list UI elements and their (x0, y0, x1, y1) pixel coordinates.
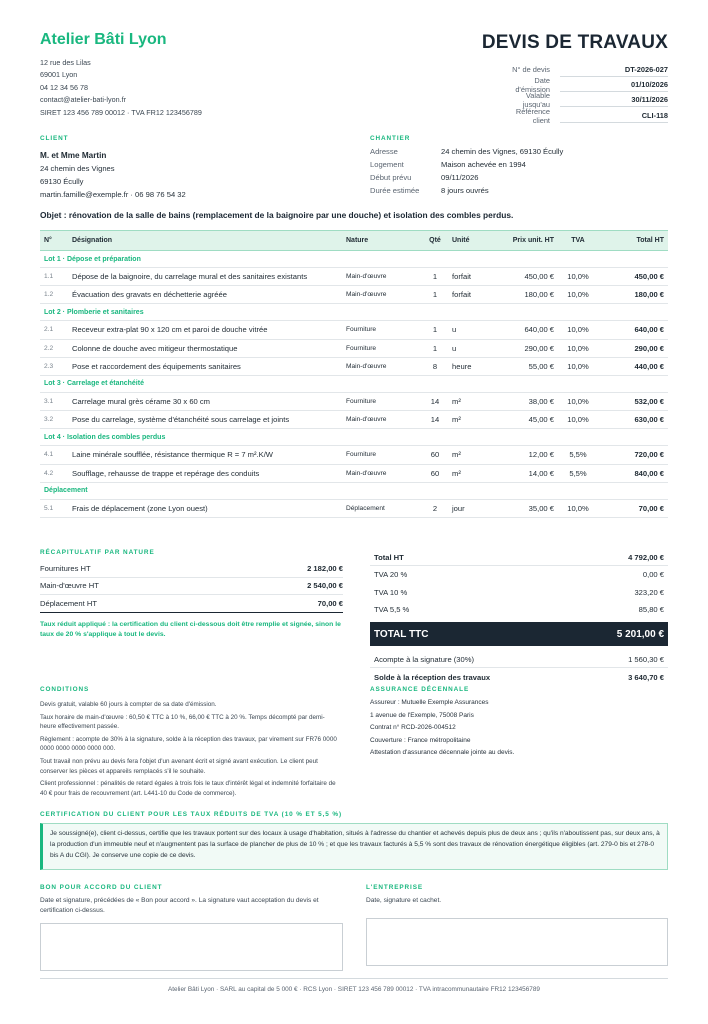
insurance-label: ASSURANCE DÉCENNALE (370, 686, 470, 693)
item-total: 70,00 € (598, 499, 668, 517)
item-unit-price: 290,00 € (498, 339, 558, 357)
item-description: Frais de déplacement (zone Lyon ouest) (68, 499, 342, 517)
item-nature: Main-d'œuvre (342, 286, 422, 304)
item-nature: Déplacement (342, 499, 422, 517)
condition-paragraph: Client professionnel : pénalités de retard égales à trois fois le taux d'intérêt légal et indemnité forfaitaire de 40 € pour frais de recouvrement (art. L441-10 du Code de commerce). (40, 780, 336, 797)
item-quantity: 2 (422, 499, 448, 517)
item-unit: jour (448, 499, 498, 517)
total-ttc-label: TOTAL TTC (374, 628, 429, 640)
totals-block (370, 549, 668, 686)
company-signature-field[interactable] (366, 918, 668, 966)
recap-key: Déplacement HT (40, 598, 97, 608)
client-label: CLIENT (40, 135, 69, 142)
item-quantity: 1 (422, 339, 448, 357)
item-description: Laine minérale soufflée, résistance thermique R = 7 m².K/W (68, 446, 342, 464)
total-ttc-value: 5 201,00 € (616, 628, 664, 640)
recap-value: 2 182,00 € (307, 563, 343, 573)
company-line: SIRET 123 456 789 00012 · TVA FR12 123456789 (40, 107, 202, 117)
payment-schedule (370, 651, 668, 686)
insurance-line: Assureur : Mutuelle Exemple Assurances (370, 699, 489, 706)
vat-row (370, 566, 668, 583)
company-address (40, 57, 202, 119)
item-number: 3.2 (40, 411, 68, 429)
item-quantity: 1 (422, 286, 448, 304)
item-quantity: 14 (422, 411, 448, 429)
site-value: 8 jours ouvrés (441, 186, 489, 195)
item-quantity: 60 (422, 446, 448, 464)
condition-paragraph: Règlement : acompte de 30% à la signature, solde à la réception des travaux, par virement sur FR76 0000 0000 0000 0000 0000 000. (40, 735, 337, 753)
site-label: CHANTIER (370, 135, 411, 142)
item-total: 840,00 € (598, 464, 668, 482)
item-vat: 10,0% (558, 357, 598, 375)
condition-paragraph: Devis gratuit, valable 60 jours à compter de sa date d'émission. (40, 701, 217, 708)
client-line: 69130 Écully (40, 177, 84, 186)
item-vat: 5,5% (558, 446, 598, 464)
lot-header-row (40, 482, 668, 499)
total-key: TVA 20 % (374, 570, 408, 580)
lot-title: Lot 1 · Dépose et préparation (40, 251, 668, 268)
company-signature-text: Date, signature et cachet. (366, 897, 442, 904)
total-ttc-bar (370, 622, 668, 646)
company-line: contact@atelier-bati-lyon.fr (40, 95, 126, 105)
recap-key: Main-d'œuvre HT (40, 581, 99, 591)
col-header: Désignation (68, 231, 342, 251)
site-value: Maison achevée en 1994 (441, 160, 526, 169)
meta-value: 30/11/2026 (560, 93, 668, 107)
col-header: TVA (558, 231, 598, 251)
item-description: Colonne de douche avec mitigeur thermostatique (68, 339, 342, 357)
site-key: Durée estimée (370, 186, 420, 195)
total-key: TVA 10 % (374, 587, 408, 597)
item-total: 532,00 € (598, 392, 668, 410)
item-quantity: 14 (422, 392, 448, 410)
item-quantity: 1 (422, 268, 448, 286)
table-row (40, 286, 668, 304)
quote-meta (498, 62, 668, 124)
item-unit-price: 35,00 € (498, 499, 558, 517)
site-row (370, 171, 670, 184)
item-unit-price: 450,00 € (498, 268, 558, 286)
recap-value: 2 540,00 € (307, 581, 343, 591)
item-description: Pose du carrelage, système d'étanchéité sous carrelage et joints (68, 411, 342, 429)
item-number: 4.1 (40, 446, 68, 464)
site-row (370, 184, 670, 197)
item-description: Évacuation des gravats en déchetterie agréée (68, 286, 342, 304)
site-row (370, 145, 670, 158)
site-value: 24 chemin des Vignes, 69130 Écully (441, 147, 564, 156)
site-value: 09/11/2026 (441, 173, 479, 182)
item-unit: m² (448, 446, 498, 464)
meta-label: Référence client (515, 106, 550, 125)
total-ht-row (370, 549, 668, 566)
table-row (40, 321, 668, 339)
item-unit-price: 180,00 € (498, 286, 558, 304)
company-line: 12 rue des Lilas (40, 58, 91, 67)
item-vat: 10,0% (558, 268, 598, 286)
condition-paragraph: Tout travail non prévu au devis fera l'objet d'un avenant écrit et signé avant exécution. Le client peut conserver les pièces et appareils remplacés s'il le souhaite. (40, 757, 318, 775)
insurance-lines (370, 697, 668, 760)
item-number: 2.3 (40, 357, 68, 375)
company-line: 69001 Lyon (40, 70, 78, 80)
item-vat: 5,5% (558, 464, 598, 482)
condition-paragraph: Taux horaire de main-d'œuvre : 60,50 € TTC à 10 %, 66,00 € TTC à 20 %. Temps décompté par demi-heure effectivement passée. (40, 713, 325, 731)
col-header: Nature (342, 231, 422, 251)
item-unit: forfait (448, 268, 498, 286)
total-value: 4 792,00 € (628, 552, 664, 562)
recap-by-nature (40, 549, 343, 640)
document-title: DEVIS DE TRAVAUX (481, 32, 668, 53)
table-row (40, 499, 668, 517)
insurance-line: Contrat n° RCD-2026-004512 (370, 724, 456, 732)
item-unit-price: 640,00 € (498, 321, 558, 339)
item-vat: 10,0% (558, 286, 598, 304)
item-nature: Main-d'œuvre (342, 464, 422, 482)
insurance-line: Attestation d'assurance décennale jointe au devis. (370, 749, 515, 757)
balance-row (370, 668, 668, 685)
insurance-block (370, 686, 668, 760)
total-value: 85,80 € (638, 605, 664, 615)
reduced-rate-note: Taux réduit appliqué : la certification du client ci-dessous doit être remplie et signée, sinon le taux de 20 % s'applique à tout le devis. (40, 620, 341, 638)
item-nature: Fourniture (342, 321, 422, 339)
item-unit: m² (448, 464, 498, 482)
meta-label: Date d'émission (515, 76, 550, 95)
item-number: 5.1 (40, 499, 68, 517)
col-header: Prix unit. HT (498, 231, 558, 251)
item-unit-price: 14,00 € (498, 464, 558, 482)
item-nature: Fourniture (342, 392, 422, 410)
item-vat: 10,0% (558, 392, 598, 410)
deposit-value: 1 560,30 € (628, 654, 664, 664)
item-number: 4.2 (40, 464, 68, 482)
table-row (40, 392, 668, 410)
item-description: Pose et raccordement des équipements sanitaires (68, 357, 342, 375)
insurance-line: 1 avenue de l'Exemple, 75008 Paris (370, 711, 474, 719)
recap-rows (40, 560, 343, 613)
item-number: 1.1 (40, 268, 68, 286)
site-key: Adresse (370, 147, 398, 156)
item-description: Carrelage mural grès cérame 30 x 60 cm (68, 392, 342, 410)
item-number: 3.1 (40, 392, 68, 410)
client-signature-field[interactable] (40, 923, 343, 971)
total-value: 323,20 € (634, 587, 664, 597)
col-header: N° (40, 231, 68, 251)
line-items-table (40, 230, 668, 518)
client-signature-block (40, 884, 343, 971)
item-total: 180,00 € (598, 286, 668, 304)
item-unit: m² (448, 392, 498, 410)
recap-key: Fournitures HT (40, 563, 91, 573)
item-total: 440,00 € (598, 357, 668, 375)
table-body (40, 251, 668, 518)
conditions-label: CONDITIONS (40, 686, 90, 693)
recap-row (40, 560, 343, 578)
vat-row (370, 601, 668, 618)
item-vat: 10,0% (558, 321, 598, 339)
item-unit-price: 38,00 € (498, 392, 558, 410)
col-header: Qté (422, 231, 448, 251)
item-unit: u (448, 339, 498, 357)
site-block (370, 135, 670, 197)
quote-subject: Objet : rénovation de la salle de bains (remplacement de la baignoire par une douche) et isolation des combles perdus. (40, 210, 514, 220)
lot-title: Lot 3 · Carrelage et étanchéité (40, 375, 668, 392)
company-signature-label: L'ENTREPRISE (366, 884, 424, 891)
item-description: Soufflage, rehausse de trappe et repérage des conduits (68, 464, 342, 482)
item-unit-price: 45,00 € (498, 411, 558, 429)
total-key: Total HT (374, 552, 404, 562)
certification-label: CERTIFICATION DU CLIENT POUR LES TAUX RÉDUITS DE TVA (10 % ET 5,5 %) (40, 811, 343, 818)
item-description: Dépose de la baignoire, du carrelage mural et des sanitaires existants (68, 268, 342, 286)
client-name: M. et Mme Martin (40, 151, 107, 160)
lot-title: Lot 2 · Plomberie et sanitaires (40, 304, 668, 321)
item-total: 640,00 € (598, 321, 668, 339)
conditions-block (40, 686, 340, 798)
meta-value: DT-2026-027 (560, 63, 668, 77)
item-number: 2.2 (40, 339, 68, 357)
item-unit-price: 12,00 € (498, 446, 558, 464)
item-quantity: 8 (422, 357, 448, 375)
total-value: 0,00 € (642, 570, 664, 580)
table-row (40, 464, 668, 482)
deposit-row (370, 651, 668, 668)
company-signature-block (366, 884, 668, 966)
meta-row (498, 76, 668, 95)
balance-label: Solde à la réception des travaux (374, 672, 491, 682)
item-description: Receveur extra-plat 90 x 120 cm et paroi de douche vitrée (68, 321, 342, 339)
col-header: Unité (448, 231, 498, 251)
table-row (40, 268, 668, 286)
company-name: Atelier Bâti Lyon (40, 31, 167, 48)
item-number: 1.2 (40, 286, 68, 304)
item-nature: Main-d'œuvre (342, 357, 422, 375)
client-line: martin.famille@exemple.fr · 06 98 76 54 32 (40, 190, 186, 199)
recap-label: RÉCAPITULATIF PAR NATURE (40, 549, 155, 556)
total-key: TVA 5,5 % (374, 605, 410, 615)
item-quantity: 60 (422, 464, 448, 482)
client-signature-text: Date et signature, précédées de « Bon pour accord ». La signature vaut acceptation du devis et certification ci-dessus. (40, 897, 319, 914)
recap-row (40, 595, 343, 613)
client-signature-label: BON POUR ACCORD DU CLIENT (40, 884, 163, 891)
lot-header-row (40, 304, 668, 321)
meta-label: Valable jusqu'au (522, 91, 550, 110)
company-line: 04 12 34 56 78 (40, 82, 88, 92)
meta-row (498, 93, 668, 108)
item-unit-price: 55,00 € (498, 357, 558, 375)
item-unit: forfait (448, 286, 498, 304)
meta-label: N° de devis (512, 65, 550, 75)
table-row (40, 357, 668, 375)
item-vat: 10,0% (558, 411, 598, 429)
meta-value: CLI-118 (560, 109, 668, 123)
item-nature: Main-d'œuvre (342, 411, 422, 429)
item-nature: Main-d'œuvre (342, 268, 422, 286)
legal-footer: Atelier Bâti Lyon · SARL au capital de 5 000 € · RCS Lyon · SIRET 123 456 789 00012 · TVA intracommunautaire FR12 123456789 (40, 978, 668, 993)
insurance-line: Couverture : France métropolitaine (370, 736, 471, 744)
client-block (40, 135, 320, 199)
lot-title: Lot 4 · Isolation des combles perdus (40, 429, 668, 446)
table-row (40, 411, 668, 429)
deposit-label: Acompte à la signature (30%) (374, 654, 475, 664)
item-unit: u (448, 321, 498, 339)
item-unit: m² (448, 411, 498, 429)
balance-value: 3 640,70 € (628, 672, 664, 682)
item-total: 720,00 € (598, 446, 668, 464)
item-nature: Fourniture (342, 339, 422, 357)
item-quantity: 1 (422, 321, 448, 339)
lot-header-row (40, 429, 668, 446)
table-header-row (40, 231, 668, 251)
site-key: Début prévu (370, 173, 412, 182)
recap-row (40, 578, 343, 596)
client-line: 24 chemin des Vignes (40, 164, 115, 173)
item-nature: Fourniture (342, 446, 422, 464)
lot-title: Déplacement (40, 482, 668, 499)
site-key: Logement (370, 160, 404, 169)
recap-value: 70,00 € (317, 598, 343, 608)
item-number: 2.1 (40, 321, 68, 339)
item-total: 630,00 € (598, 411, 668, 429)
certification-box: Je soussigné(e), client ci-dessus, certifie que les travaux portent sur des locaux à usage d'habitation, situés à l'adresse du chantier et achevés depuis plus de deux ans ; qu'ils n'aboutissent pas, sur deux ans, à la production d'un immeuble neuf et n'augmentent pas la surface de plancher de plus de 10 % ; et que les travaux facturés à 5,5 % sont des travaux de rénovation énergétique éligibles (art. 279-0 bis et 278-0 bis A du CGI). Je conserve une copie de ce devis. (40, 823, 668, 870)
lot-header-row (40, 375, 668, 392)
item-unit: heure (448, 357, 498, 375)
item-total: 450,00 € (598, 268, 668, 286)
item-vat: 10,0% (558, 339, 598, 357)
vat-row (370, 584, 668, 601)
item-total: 290,00 € (598, 339, 668, 357)
item-vat: 10,0% (558, 499, 598, 517)
meta-row (498, 62, 668, 77)
lot-header-row (40, 251, 668, 268)
col-header: Total HT (598, 231, 668, 251)
table-row (40, 446, 668, 464)
site-row (370, 158, 670, 171)
meta-value: 01/10/2026 (560, 78, 668, 92)
meta-row (498, 108, 668, 123)
table-row (40, 339, 668, 357)
